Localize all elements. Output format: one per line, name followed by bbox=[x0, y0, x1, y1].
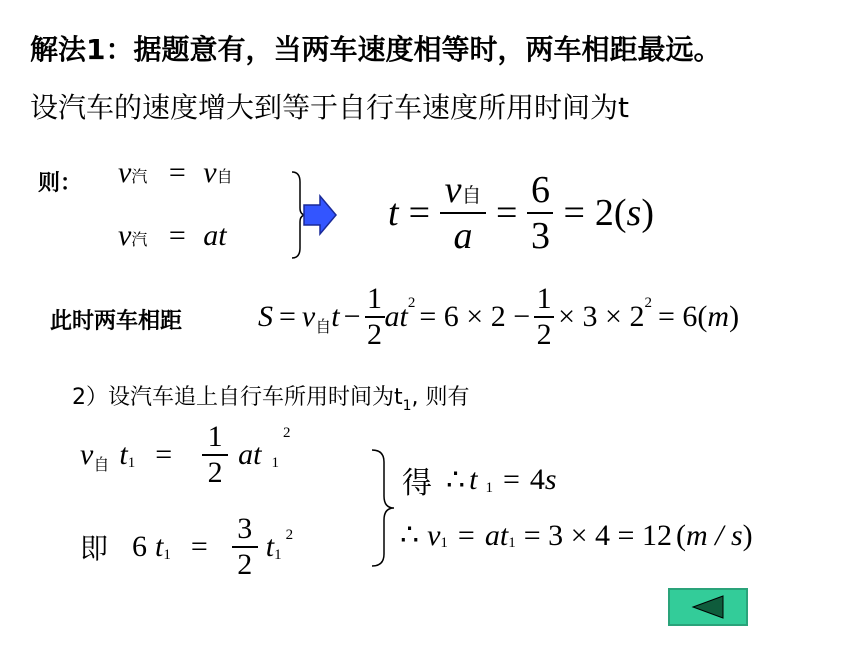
back-button[interactable] bbox=[668, 588, 748, 626]
res1-therefore: ∴ bbox=[446, 463, 466, 497]
res2-unit: m / s bbox=[685, 518, 743, 552]
res2-therefore: ∴ bbox=[400, 519, 420, 552]
frac2-den: 3 bbox=[530, 215, 550, 257]
eqA-eq: = bbox=[155, 438, 173, 471]
eqB-t2-sub: 1 bbox=[274, 546, 282, 563]
dist-sq: 2 bbox=[407, 294, 416, 311]
eq1-rhs: v bbox=[203, 156, 217, 189]
eqB-t-sub: 1 bbox=[163, 546, 171, 563]
eqB-t2: t bbox=[265, 530, 275, 563]
triangle-left-icon bbox=[691, 594, 725, 620]
dist-eq3: = 6( bbox=[657, 300, 708, 333]
res1-val: 4 bbox=[529, 463, 545, 496]
eqB-frac-num: 3 bbox=[237, 512, 253, 545]
eqB-frac-den: 2 bbox=[237, 548, 253, 581]
eq2-op: = bbox=[168, 219, 186, 252]
part2-title-post: , 则有 bbox=[411, 385, 470, 410]
dist-frac1-den: 2 bbox=[367, 318, 383, 351]
res1-unit: s bbox=[544, 463, 557, 496]
dist-frac1-num: 1 bbox=[367, 282, 383, 315]
eqA-v-sub: 自 bbox=[93, 454, 110, 474]
dist-m: m bbox=[707, 300, 730, 333]
dist-v-sub: 自 bbox=[315, 316, 332, 336]
dist-tail: × 3 × 2 bbox=[558, 300, 645, 333]
result-value: 2( bbox=[594, 192, 627, 234]
step1-label: 则： bbox=[38, 171, 83, 196]
dist-frac2 bbox=[534, 282, 554, 352]
part2-res1 bbox=[402, 458, 557, 502]
eqA-sub: 1 bbox=[271, 454, 279, 471]
res1-t-sub: 1 bbox=[485, 479, 493, 496]
eqA-t-sub: 1 bbox=[127, 454, 136, 471]
dist-t: t bbox=[331, 300, 340, 333]
res2-eq: = bbox=[457, 518, 475, 552]
dist-frac2-den: 2 bbox=[536, 318, 552, 351]
res2-v-sub: 1 bbox=[440, 535, 448, 551]
res2-rest: = 3 × 4 = 12 bbox=[523, 518, 672, 552]
part2-curly-brace bbox=[368, 448, 396, 568]
eq2-lhs: v bbox=[118, 219, 132, 252]
eqB-sup: 2 bbox=[285, 526, 294, 543]
part2-eqB bbox=[80, 512, 293, 582]
distance-equation bbox=[258, 282, 739, 352]
dist-frac1 bbox=[365, 282, 385, 352]
result-unit: s bbox=[626, 192, 642, 234]
heading-line-2: 设汽车的速度增大到等于自行车速度所用时间为t bbox=[30, 91, 629, 124]
frac2-num: 6 bbox=[530, 169, 550, 211]
eqB-label: 即 bbox=[80, 532, 109, 565]
res2-v: v bbox=[427, 518, 441, 552]
eqA-frac bbox=[202, 420, 228, 490]
eqB-t: t bbox=[155, 530, 164, 563]
part2-title-pre: 2）设汽车追上自行车所用时间为t bbox=[72, 385, 403, 410]
res1-t: t bbox=[469, 463, 478, 496]
eq1-lhs: v bbox=[118, 156, 132, 189]
eqA-sup: 2 bbox=[282, 424, 291, 441]
result-frac2 bbox=[527, 168, 553, 258]
eq1-rhs-sub: 自 bbox=[216, 167, 233, 186]
eqB-frac bbox=[232, 512, 258, 582]
result-t: t bbox=[388, 192, 399, 234]
eq2-lhs-sub: 汽 bbox=[131, 230, 148, 249]
part2-title-sub: 1 bbox=[402, 398, 412, 414]
result-close: ) bbox=[641, 192, 654, 234]
dist-minus: − bbox=[343, 300, 361, 333]
heading-line-1: 解法1：据题意有，当两车速度相等时，两车相距最远。 bbox=[30, 33, 722, 66]
eq1-op: = bbox=[168, 156, 186, 189]
frac1-num: v bbox=[444, 169, 462, 211]
eqA-v: v bbox=[80, 438, 94, 471]
step1-result bbox=[388, 168, 654, 258]
part2-res2 bbox=[400, 518, 753, 553]
dist-at: at bbox=[384, 300, 408, 333]
step1-eq2 bbox=[118, 219, 227, 253]
distance-label: 此时两车相距 bbox=[50, 309, 183, 334]
eq1-lhs-sub: 汽 bbox=[131, 167, 148, 186]
eqA-at: at bbox=[238, 438, 262, 471]
eqB-six: 6 bbox=[132, 530, 148, 563]
eqA-t: t bbox=[119, 438, 128, 471]
frac1-den: a bbox=[453, 215, 473, 257]
result-eq3: = bbox=[563, 192, 585, 234]
result-frac1 bbox=[440, 168, 486, 258]
part2-title bbox=[72, 380, 470, 414]
part2-eqA bbox=[80, 420, 290, 490]
res2-at: at bbox=[484, 518, 509, 552]
eqB-eq: = bbox=[190, 530, 208, 563]
dist-S: S bbox=[258, 300, 273, 333]
implies-arrow-icon bbox=[302, 194, 338, 236]
res1-eq: = bbox=[502, 463, 520, 496]
dist-close: ) bbox=[729, 300, 740, 333]
result-eq2: = bbox=[496, 192, 518, 234]
result-eq: = bbox=[408, 192, 430, 234]
eq2-rhs: at bbox=[203, 219, 227, 252]
eqA-frac-den: 2 bbox=[207, 456, 223, 489]
dist-v: v bbox=[301, 300, 316, 333]
frac1-num-sub: 自 bbox=[461, 183, 482, 207]
res2-close: ) bbox=[742, 518, 753, 552]
step1-eq1 bbox=[118, 156, 233, 190]
dist-sq2: 2 bbox=[644, 294, 652, 311]
res2-open: ( bbox=[675, 518, 686, 552]
dist-eq2: = 6 × 2 − bbox=[419, 300, 531, 333]
dist-eq: = bbox=[279, 300, 296, 333]
eqA-frac-num: 1 bbox=[207, 420, 223, 453]
res1-label: 得 bbox=[402, 466, 432, 501]
res2-at-sub: 1 bbox=[508, 535, 516, 551]
dist-frac2-num: 1 bbox=[536, 282, 552, 315]
